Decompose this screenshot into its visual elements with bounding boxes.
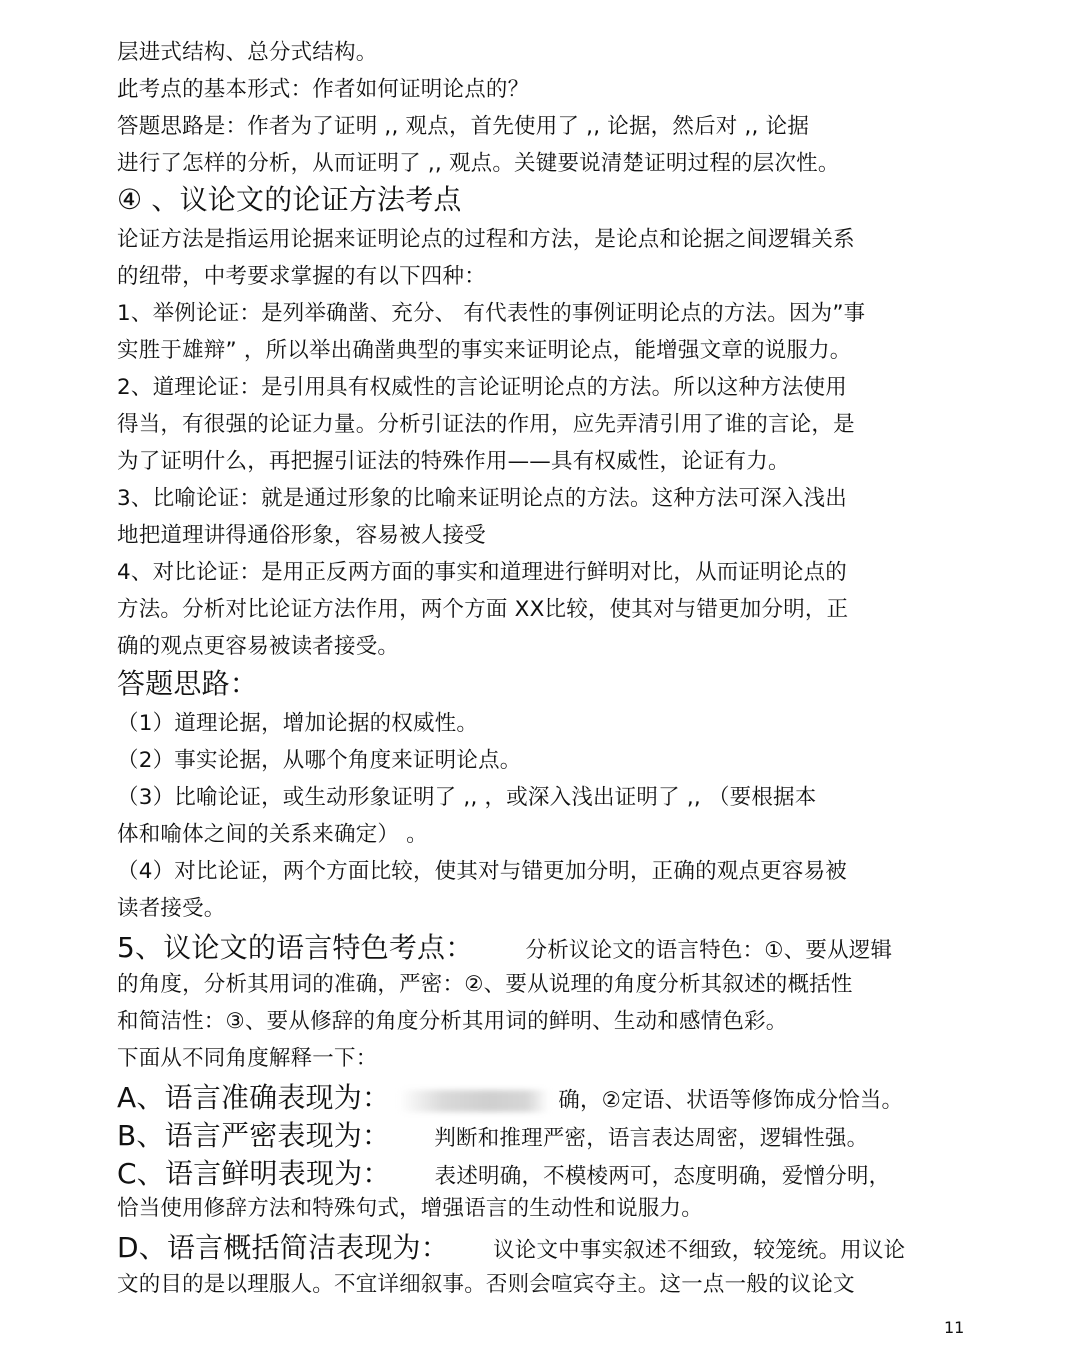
text-span: 分析议论文的语言特色：①、要从逻辑 — [525, 938, 893, 963]
text-line: 读者接受。 — [117, 896, 226, 921]
text-line: 下面从不同角度解释一下： — [117, 1046, 378, 1071]
text-line: （1）道理论据，增加论据的权威性。 — [117, 711, 479, 736]
text-line: （4）对比论证，两个方面比较，使其对与错更加分明，正确的观点更容易被 — [117, 859, 847, 884]
heading-c: C、语言鲜明表现为： — [117, 1157, 391, 1190]
blurred-redaction — [399, 1090, 549, 1112]
text-span: 确，②定语、状语等修饰成分恰当。 — [558, 1088, 904, 1113]
text-line: 得当，有很强的论证力量。分析引证法的作用，应先弄清引用了谁的言论，是 — [117, 412, 855, 437]
text-span: 议论文中事实叙述不细致，较笼统。用议论 — [493, 1238, 906, 1263]
answer-heading: 答题思路： — [117, 667, 259, 700]
text-line: 3、比喻论证：就是通过形象的比喻来证明论点的方法。这种方法可深入浅出 — [117, 486, 847, 511]
text-line: （3）比喻论证，或生动形象证明了 ,, ，或深入浅出证明了 ,, （要根据本 — [117, 785, 817, 810]
text-line: 此考点的基本形式：作者如何证明论点的？ — [117, 77, 530, 102]
heading-a: A、语言准确表现为： — [117, 1081, 391, 1114]
text-line: 的纽带，中考要求掌握的有以下四种： — [117, 264, 486, 289]
text-line: 文的目的是以理服人。不宜详细叙事。否则会喧宾夺主。这一点一般的议论文 — [117, 1272, 855, 1297]
text-line: 的角度，分析其用词的准确，严密：②、要从说理的角度分析其叙述的概括性 — [117, 972, 853, 997]
text-span: 表述明确，不模棱两可，态度明确，爱憎分明， — [434, 1164, 891, 1189]
text-span: 判断和推理严密，语言表达周密，逻辑性强。 — [434, 1126, 869, 1151]
text-line — [117, 930, 892, 966]
section-heading-5: 5、议论文的语言特色考点： — [117, 931, 474, 964]
text-line — [117, 1230, 905, 1266]
text-line — [117, 1080, 903, 1116]
text-line: 和简洁性：③、要从修辞的角度分析其用词的鲜明、生动和感情色彩。 — [117, 1009, 788, 1034]
heading-b: B、语言严密表现为： — [117, 1119, 391, 1152]
text-line — [117, 1118, 868, 1154]
text-line — [117, 1156, 890, 1192]
text-line: 进行了怎样的分析，从而证明了 ,, 观点。关键要说清楚证明过程的层次性。 — [117, 151, 840, 176]
text-line: 体和喻体之间的关系来确定） 。 — [117, 822, 428, 847]
text-line: （2）事实论据，从哪个角度来证明论点。 — [117, 748, 522, 773]
text-line: 4、对比论证：是用正反两方面的事实和道理进行鲜明对比，从而证明论点的 — [117, 560, 847, 585]
text-line: 地把道理讲得通俗形象，容易被人接受 — [117, 523, 486, 548]
text-line: 恰当使用修辞方法和特殊句式，增强语言的生动性和说服力。 — [117, 1196, 703, 1221]
text-line: 为了证明什么，再把握引证法的特殊作用——具有权威性，论证有力。 — [117, 449, 790, 474]
text-line: 方法。分析对比论证方法作用，两个方面 XX比较，使其对与错更加分明，正 — [117, 597, 849, 622]
section-heading: ④ 、议论文的论证方法考点 — [117, 183, 462, 216]
text-line: 确的观点更容易被读者接受。 — [117, 634, 400, 659]
text-line: 2、道理论证：是引用具有权威性的言论证明论点的方法。所以这种方法使用 — [117, 375, 847, 400]
page-number: 11 — [944, 1318, 965, 1337]
heading-d: D、语言概括简洁表现为： — [117, 1231, 449, 1264]
text-line: 论证方法是指运用论据来证明论点的过程和方法，是论点和论据之间逻辑关系 — [117, 227, 855, 252]
text-line: 实胜于雄辩” ，所以举出确凿典型的事实来证明论点，能增强文章的说服力。 — [117, 338, 852, 363]
text-line: 层进式结构、总分式结构。 — [117, 40, 378, 65]
text-line: 1、举例论证：是列举确凿、充分、 有代表性的事例证明论点的方法。因为”事 — [117, 301, 866, 326]
text-line: 答题思路是：作者为了证明 ,, 观点，首先使用了 ,, 论据，然后对 ,, 论据 — [117, 114, 810, 139]
